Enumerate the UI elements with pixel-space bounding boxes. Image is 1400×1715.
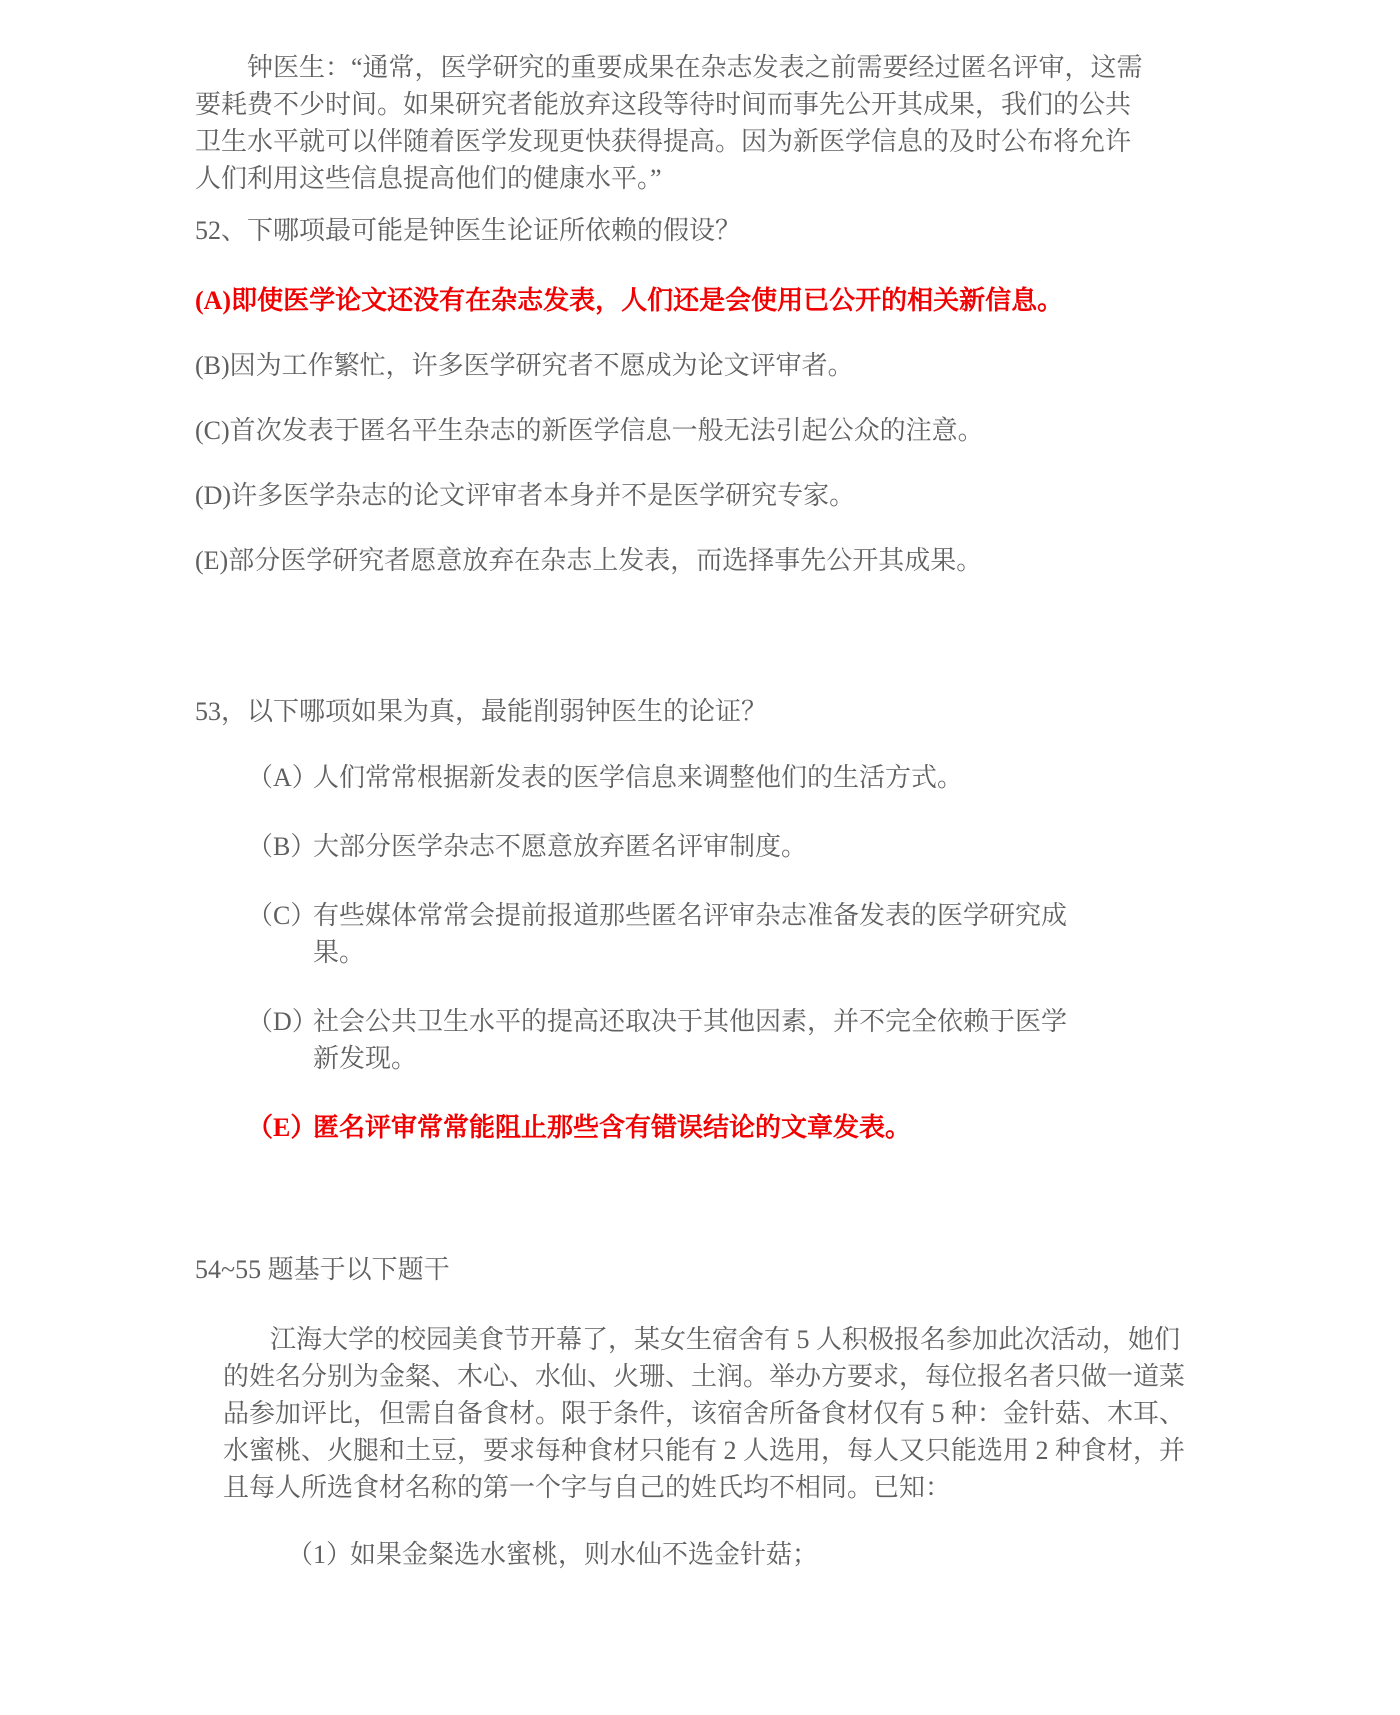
option-text: 匿名评审常常能阻止那些含有错误结论的文章发表。	[313, 1113, 912, 1142]
question-53-text: 以下哪项如果为真，最能削弱钟医生的论证？	[247, 697, 768, 726]
section-54-55-stem: 江海大学的校园美食节开幕了，某女生宿舍有 5 人积极报名参加此次活动，她们的姓名分别为金粲、木心、水仙、火珊、土润。举办方要求，每位报名者只做一道菜品参加评比，但需自备食材。限于条件，该宿舍所备食材仅有 5 种：金针菇、木耳、水蜜桃、火腿和土豆，要求每种食材只能有 2 人选用，每人又只能选用 2 种食材，并且每人所选食材名称的第一个字与自己的姓氏均不相同。已知：	[223, 1325, 1186, 1502]
question-53-option-b	[195, 828, 1157, 865]
option-text: 首次发表于匿名平生杂志的新医学信息一般无法引起公众的注意。	[229, 416, 984, 445]
option-label: （B）	[247, 832, 317, 861]
question-53-option-e	[195, 1109, 1157, 1146]
option-text: 有些媒体常常会提前报道那些匿名评审杂志准备发表的医学研究成果。	[313, 901, 1068, 967]
option-label: (B)	[195, 351, 230, 380]
question-53-number: 53，	[195, 697, 248, 726]
question-53	[195, 693, 1205, 1146]
question-53-option-d	[195, 1003, 1157, 1077]
question-52-heading	[195, 212, 1155, 249]
option-text: 大部分医学杂志不愿意放弃匿名评审制度。	[313, 832, 808, 861]
intro-paragraph: 钟医生：“通常，医学研究的重要成果在杂志发表之前需要经过匿名评审，这需要耗费不少时间。如果研究者能放弃这段等待时间而事先公开其成果，我们的公共卫生水平就可以伴随着医学发现更快获得提高。因为新医学信息的及时公布将允许人们利用这些信息提高他们的健康水平。”	[195, 53, 1143, 193]
option-label: (D)	[195, 481, 232, 510]
option-text: 许多医学杂志的论文评审者本身并不是医学研究专家。	[231, 481, 856, 510]
option-label: （D）	[247, 1007, 318, 1036]
condition-label: （1）	[287, 1540, 353, 1569]
question-52-option-c	[195, 412, 1150, 449]
option-label: (A)	[195, 286, 232, 315]
option-label: （C）	[247, 901, 317, 930]
option-text: 部分医学研究者愿意放弃在杂志上发表，而选择事先公开其成果。	[228, 546, 983, 575]
option-label: (E)	[195, 546, 229, 575]
option-text: 人们常常根据新发表的医学信息来调整他们的生活方式。	[313, 763, 964, 792]
question-52-option-a	[195, 282, 1150, 319]
option-text: 即使医学论文还没有在杂志发表，人们还是会使用已公开的相关新信息。	[231, 286, 1064, 315]
question-52-number: 52、	[195, 216, 248, 245]
option-label: （A）	[247, 763, 318, 792]
question-53-option-a	[195, 759, 1157, 796]
question-53-option-c	[195, 897, 1157, 971]
question-52	[195, 212, 1205, 579]
option-label: (C)	[195, 416, 230, 445]
option-text: 社会公共卫生水平的提高还取决于其他因素，并不完全依赖于医学新发现。	[313, 1007, 1068, 1073]
question-52-option-d	[195, 477, 1150, 514]
option-label: （E）	[247, 1113, 317, 1142]
question-52-option-e	[195, 542, 1150, 579]
question-53-heading	[195, 693, 1155, 730]
question-52-text: 下哪项最可能是钟医生论证所依赖的假设？	[247, 216, 742, 245]
condition-text: 如果金粲选水蜜桃，则水仙不选金针菇；	[350, 1540, 819, 1569]
condition-1	[195, 1536, 1197, 1573]
option-text: 因为工作繁忙，许多医学研究者不愿成为论文评审者。	[229, 351, 854, 380]
question-52-option-b	[195, 347, 1150, 384]
section-54-55	[195, 1251, 1205, 1573]
section-54-55-header: 54~55 题基于以下题干	[195, 1255, 450, 1284]
